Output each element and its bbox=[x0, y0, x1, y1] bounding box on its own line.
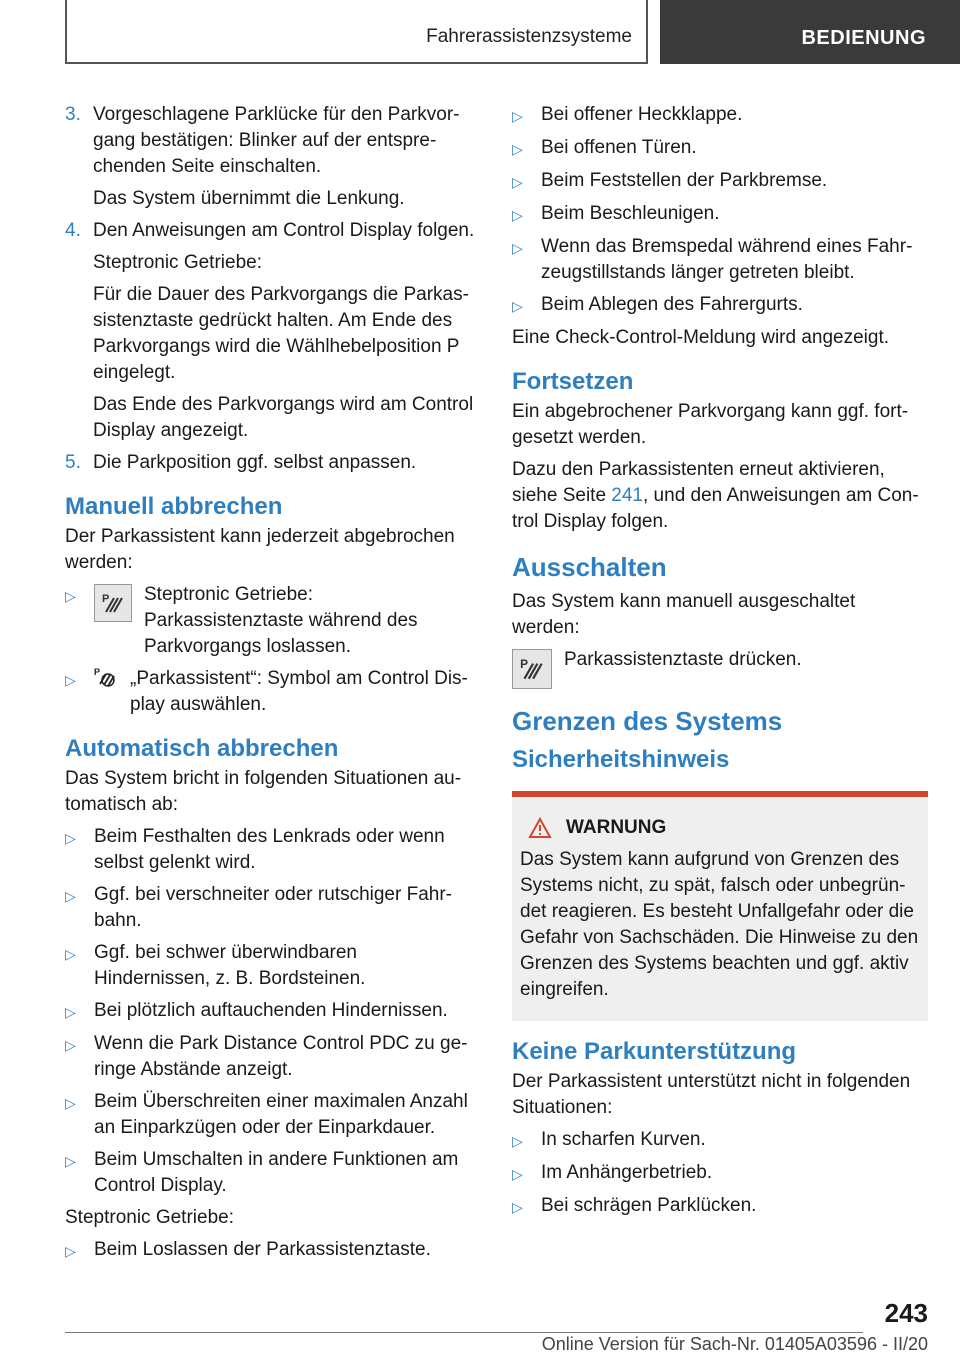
footer-divider bbox=[65, 1332, 863, 1333]
list-item bbox=[512, 1127, 928, 1154]
header-section bbox=[65, 0, 648, 64]
step-4 bbox=[65, 218, 477, 244]
bullet-text: Beim Umschalten in andere Funktionen am Control Display. bbox=[94, 1149, 459, 1196]
right-column bbox=[512, 102, 928, 1226]
triangle-bullet-icon: ▷ bbox=[65, 1243, 76, 1259]
step-text: Vorgeschlagene Parklücke für den Parkvorgang bestätigen: Blinker auf der entsprechenden Seite einschalten. bbox=[93, 104, 460, 177]
bullet-text: Wenn die Park Distance Control PDC zu geringe Abstände anzeigt. bbox=[94, 1033, 468, 1080]
triangle-bullet-icon: ▷ bbox=[65, 1004, 76, 1020]
step-4-note-2: Für die Dauer des Parkvorgangs die Parkassistenztaste gedrückt halten. Am Ende des Parkvorgangs wird die Wählhebelposition P eingelegt. bbox=[93, 284, 469, 383]
step-3 bbox=[65, 102, 477, 180]
check-control-text: Eine Check-Control-Meldung wird angezeigt. bbox=[512, 327, 890, 348]
list-item bbox=[512, 201, 928, 228]
step-number: 3. bbox=[65, 104, 81, 125]
triangle-bullet-icon: ▷ bbox=[65, 588, 76, 604]
bullet-text: Beim Überschreiten einer maximalen Anzahl an Einparkzügen oder der Einparkdauer. bbox=[94, 1091, 468, 1138]
step-text: Die Parkposition ggf. selbst anpassen. bbox=[93, 452, 417, 473]
switch-off-instruction-text: Parkassistenztaste drücken. bbox=[564, 649, 802, 670]
triangle-bullet-icon: ▷ bbox=[65, 946, 76, 962]
step-4-note-1: Steptronic Getriebe: bbox=[93, 252, 262, 273]
triangle-bullet-icon: ▷ bbox=[65, 672, 76, 688]
header-chapter-title: BEDIENUNG bbox=[801, 27, 926, 49]
list-item bbox=[65, 582, 477, 660]
header-section-title: Fahrerassistenzsysteme bbox=[426, 26, 632, 47]
step-number: 5. bbox=[65, 452, 81, 473]
left-column bbox=[65, 102, 477, 1270]
bullet-text: Beim Feststellen der Parkbremse. bbox=[541, 170, 828, 191]
bullet-text: Bei schrägen Parklücken. bbox=[541, 1195, 757, 1216]
heading-switch-off: Ausschalten bbox=[512, 552, 667, 582]
list-item bbox=[512, 102, 928, 129]
warning-text: Das System kann aufgrund von Grenzen des Systems nicht, zu spät, falsch oder unbegründet reagieren. Es besteht Unfallgefahr oder die Gefahr von Sachschäden. Die Hinweise zu den Grenzen des Systems beachten und ggf. aktiv eingreifen. bbox=[520, 849, 919, 1000]
warning-title: WARNUNG bbox=[566, 817, 667, 838]
bullet-text: Wenn das Bremspedal während eines Fahrzeugstillstands länger getreten bleibt. bbox=[541, 236, 913, 283]
manual-intro: Der Parkassistent kann jederzeit abgebrochen werden: bbox=[65, 526, 455, 573]
bullet-text: Beim Festhalten des Lenkrads oder wenn selbst gelenkt wird. bbox=[94, 826, 445, 873]
continue-p2-start: Dazu den Parkassistenten erneut aktivieren, siehe Seite bbox=[512, 459, 885, 506]
triangle-bullet-icon: ▷ bbox=[512, 141, 523, 157]
heading-safety-note: Sicherheitshinweis bbox=[512, 746, 730, 773]
list-item bbox=[65, 1089, 477, 1141]
bullet-text: Beim Loslassen der Parkassistenztaste. bbox=[94, 1239, 431, 1260]
bullet-text: Beim Beschleunigen. bbox=[541, 203, 720, 224]
page-reference-link[interactable]: 241 bbox=[611, 485, 643, 506]
warning-box bbox=[512, 791, 928, 1021]
continue-p2 bbox=[512, 457, 928, 535]
svg-text:P: P bbox=[520, 656, 529, 671]
bullet-text: Ggf. bei schwer überwindbaren Hindernissen, z. B. Bordsteinen. bbox=[94, 942, 366, 989]
heading-no-park-support: Keine Parkunterstützung bbox=[512, 1038, 797, 1065]
bullet-text: Bei offenen Türen. bbox=[541, 137, 697, 158]
triangle-bullet-icon: ▷ bbox=[65, 1095, 76, 1111]
footer-text: Online Version für Sach-Nr. 01405A03596 - II/20 bbox=[541, 1334, 928, 1354]
svg-text:P: P bbox=[102, 593, 110, 605]
switch-off-text: Das System kann manuell ausgeschaltet werden: bbox=[512, 591, 856, 638]
svg-text:P: P bbox=[94, 667, 101, 677]
auto-intro: Das System bricht in folgenden Situationen automatisch ab: bbox=[65, 768, 462, 815]
continue-p1: Ein abgebrochener Parkvorgang kann ggf. fortgesetzt werden. bbox=[512, 401, 909, 448]
list-item bbox=[65, 824, 477, 876]
list-item bbox=[512, 292, 928, 319]
bullet-text: Ggf. bei verschneiter oder rutschiger Fahrbahn. bbox=[94, 884, 452, 931]
triangle-bullet-icon: ▷ bbox=[65, 830, 76, 846]
bullet-text: Bei offener Heckklappe. bbox=[541, 104, 743, 125]
heading-system-limits: Grenzen des Systems bbox=[512, 706, 783, 736]
bullet-text: Bei plötzlich auftauchenden Hindernissen. bbox=[94, 1000, 448, 1021]
no-support-intro: Der Parkassistent unterstützt nicht in folgenden Situationen: bbox=[512, 1071, 911, 1118]
bullet-text: „Parkassistent“: Symbol am Control Display auswählen. bbox=[130, 668, 468, 715]
list-item bbox=[512, 1160, 928, 1187]
bullet-text: Steptronic Getriebe: Parkassistenztaste während des Parkvorgangs loslassen. bbox=[144, 584, 418, 657]
list-item bbox=[65, 1147, 477, 1199]
triangle-bullet-icon: ▷ bbox=[512, 298, 523, 314]
triangle-bullet-icon: ▷ bbox=[65, 888, 76, 904]
list-item bbox=[65, 1237, 477, 1264]
list-item bbox=[65, 666, 477, 718]
triangle-bullet-icon: ▷ bbox=[512, 1199, 523, 1215]
continue-p2-end: , und den Anweisungen am Control Display folgen. bbox=[512, 485, 919, 532]
page-number: 243 bbox=[884, 1298, 928, 1328]
heading-auto-cancel: Automatisch abbrechen bbox=[65, 735, 339, 762]
step-4-note-3: Das Ende des Parkvorgangs wird am Control Display angezeigt. bbox=[93, 394, 474, 441]
heading-continue: Fortsetzen bbox=[512, 368, 634, 395]
list-item bbox=[65, 882, 477, 934]
bullet-text: Beim Ablegen des Fahrergurts. bbox=[541, 294, 803, 315]
list-item bbox=[65, 998, 477, 1025]
step-3-note: Das System übernimmt die Lenkung. bbox=[93, 188, 405, 209]
triangle-bullet-icon: ▷ bbox=[512, 1166, 523, 1182]
triangle-bullet-icon: ▷ bbox=[65, 1037, 76, 1053]
step-number: 4. bbox=[65, 220, 81, 241]
switch-off-instruction bbox=[512, 647, 928, 689]
triangle-bullet-icon: ▷ bbox=[512, 240, 523, 256]
list-item bbox=[512, 168, 928, 195]
list-item bbox=[512, 135, 928, 162]
warning-header bbox=[520, 815, 920, 841]
park-assistant-symbol-icon bbox=[94, 666, 118, 688]
park-assist-button-icon bbox=[512, 649, 552, 689]
park-assist-button-icon bbox=[94, 584, 132, 622]
triangle-bullet-icon: ▷ bbox=[65, 1153, 76, 1169]
list-item bbox=[512, 234, 928, 286]
triangle-bullet-icon: ▷ bbox=[512, 1133, 523, 1149]
triangle-bullet-icon: ▷ bbox=[512, 108, 523, 124]
triangle-bullet-icon: ▷ bbox=[512, 174, 523, 190]
list-item bbox=[65, 940, 477, 992]
step-5 bbox=[65, 450, 477, 476]
triangle-bullet-icon: ▷ bbox=[512, 207, 523, 223]
heading-manual-cancel: Manuell abbrechen bbox=[65, 493, 283, 520]
steptronic-label: Steptronic Getriebe: bbox=[65, 1207, 234, 1228]
list-item bbox=[512, 1193, 928, 1220]
bullet-text: Im Anhängerbetrieb. bbox=[541, 1162, 713, 1183]
list-item bbox=[65, 1031, 477, 1083]
warning-triangle-icon bbox=[528, 817, 552, 839]
step-text: Den Anweisungen am Control Display folgen. bbox=[93, 220, 475, 241]
bullet-text: In scharfen Kurven. bbox=[541, 1129, 706, 1150]
header-chapter bbox=[660, 0, 960, 64]
